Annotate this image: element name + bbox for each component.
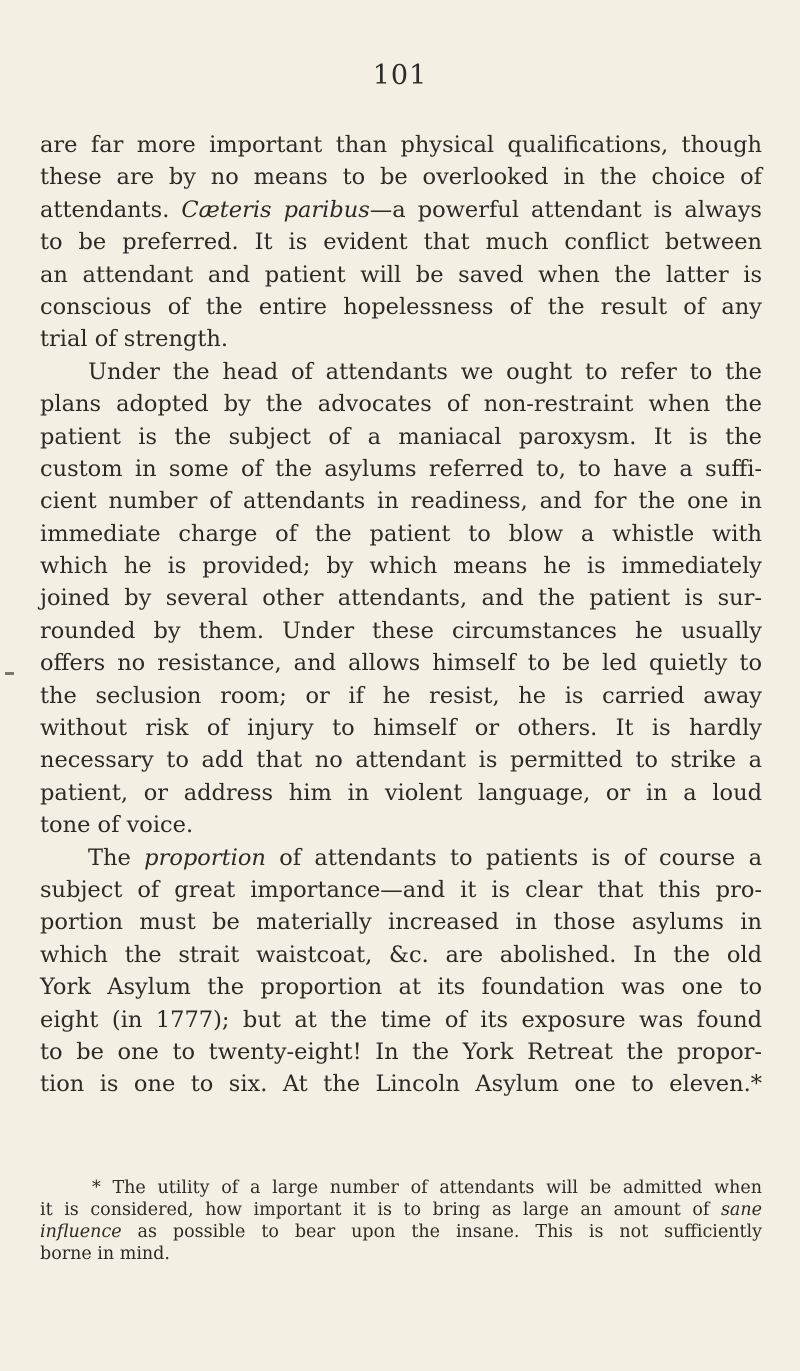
text-span: it is considered, how important it is to bring as large an amount of: [40, 1200, 721, 1220]
text-span: which he is provided; by which means he is immediately: [40, 553, 762, 580]
text-span: plans adopted by the advocates of non-restraint when the: [40, 391, 762, 418]
text-line: [40, 874, 762, 906]
text-span: tone of voice.: [40, 812, 194, 839]
text-line: [40, 291, 762, 323]
text-line: [40, 842, 762, 874]
text-span: to be preferred. It is evident that much conflict between: [40, 229, 762, 256]
margin-mark: [5, 672, 14, 675]
text-line: [40, 161, 762, 193]
text-span: portion must be materially increased in those asylums in: [40, 909, 762, 936]
page-number: 101: [372, 60, 428, 91]
footnote: [40, 1177, 762, 1265]
text-line: [40, 680, 762, 712]
text-span: York Asylum the proportion at its foundation was one to: [40, 974, 762, 1001]
text-span: necessary to add that no attendant is permitted to strike a: [40, 747, 762, 774]
text-line: [40, 388, 762, 420]
text-span: * The utility of a large number of attendants will be admitted when: [92, 1178, 762, 1198]
text-span: of attendants to patients is of course a: [265, 844, 763, 871]
text-line: [40, 129, 762, 161]
text-line: [40, 1036, 762, 1068]
text-line: [40, 323, 762, 355]
text-span: as possible to bear upon the insane. This is not sufficiently: [121, 1222, 762, 1242]
text-line: [40, 550, 762, 582]
text-span: The: [88, 844, 145, 871]
text-span: the seclusion room; or if he resist, he is carried away: [40, 682, 762, 709]
text-line: [40, 777, 762, 809]
text-span: rounded by them. Under these circumstances he usually: [40, 617, 762, 644]
text-line: [40, 939, 762, 971]
text-line: [40, 453, 762, 485]
text-line: [40, 712, 762, 744]
text-span: joined by several other attendants, and the patient is sur-: [40, 585, 762, 612]
text-span: Under the head of attendants we ought to refer to the: [88, 358, 762, 385]
text-span: cient number of attendants in readiness, and for the one in: [40, 488, 762, 515]
italic-text: influence: [40, 1222, 122, 1242]
text-span: tion is one to six. At the Lincoln Asylum one to eleven.*: [40, 1071, 762, 1098]
text-span: without risk of injury to himself or others. It is hardly: [40, 715, 762, 742]
text-span: attendants.: [40, 196, 182, 223]
footnote-line: [40, 1177, 762, 1199]
text-span: —a powerful attendant is always: [369, 196, 762, 223]
italic-text: sane: [720, 1200, 762, 1220]
body-text: [40, 129, 762, 1101]
text-line: [40, 1068, 762, 1100]
text-line: [40, 194, 762, 226]
text-line: [40, 971, 762, 1003]
text-line: [40, 259, 762, 291]
text-span: conscious of the entire hopelessness of the result of any: [40, 293, 762, 320]
text-span: which the strait waistcoat, &c. are abolished. In the old: [40, 941, 762, 968]
text-span: an attendant and patient will be saved when the latter is: [40, 261, 762, 288]
text-line: [40, 1004, 762, 1036]
text-line: [40, 744, 762, 776]
footnote-line: [40, 1199, 762, 1221]
text-line: [40, 809, 762, 841]
text-line: [40, 356, 762, 388]
text-line: [40, 647, 762, 679]
text-span: patient is the subject of a maniacal paroxysm. It is the: [40, 423, 762, 450]
italic-text: Cæteris paribus: [181, 196, 370, 223]
text-span: to be one to twenty-eight! In the York Retreat the propor-: [40, 1038, 762, 1065]
text-line: [40, 615, 762, 647]
text-line: [40, 906, 762, 938]
text-span: are far more important than physical qualifications, though: [40, 132, 762, 158]
text-span: trial of strength.: [40, 326, 229, 353]
text-span: these are by no means to be overlooked in the choice of: [40, 164, 762, 191]
text-line: [40, 582, 762, 614]
text-line: [40, 421, 762, 453]
footnote-line: [40, 1243, 762, 1265]
text-line: [40, 518, 762, 550]
text-line: [40, 226, 762, 258]
text-span: patient, or address him in violent language, or in a loud: [40, 779, 762, 806]
text-span: borne in mind.: [40, 1244, 170, 1264]
text-span: custom in some of the asylums referred to, to have a suffi-: [40, 455, 762, 482]
italic-text: proportion: [144, 844, 266, 871]
footnote-line: [40, 1221, 762, 1243]
text-span: eight (in 1777); but at the time of its exposure was found: [40, 1006, 762, 1033]
text-span: subject of great importance—and it is clear that this pro-: [40, 876, 762, 903]
text-line: [40, 485, 762, 517]
text-span: immediate charge of the patient to blow a whistle with: [40, 520, 762, 547]
text-span: offers no resistance, and allows himself to be led quietly to: [40, 650, 762, 677]
